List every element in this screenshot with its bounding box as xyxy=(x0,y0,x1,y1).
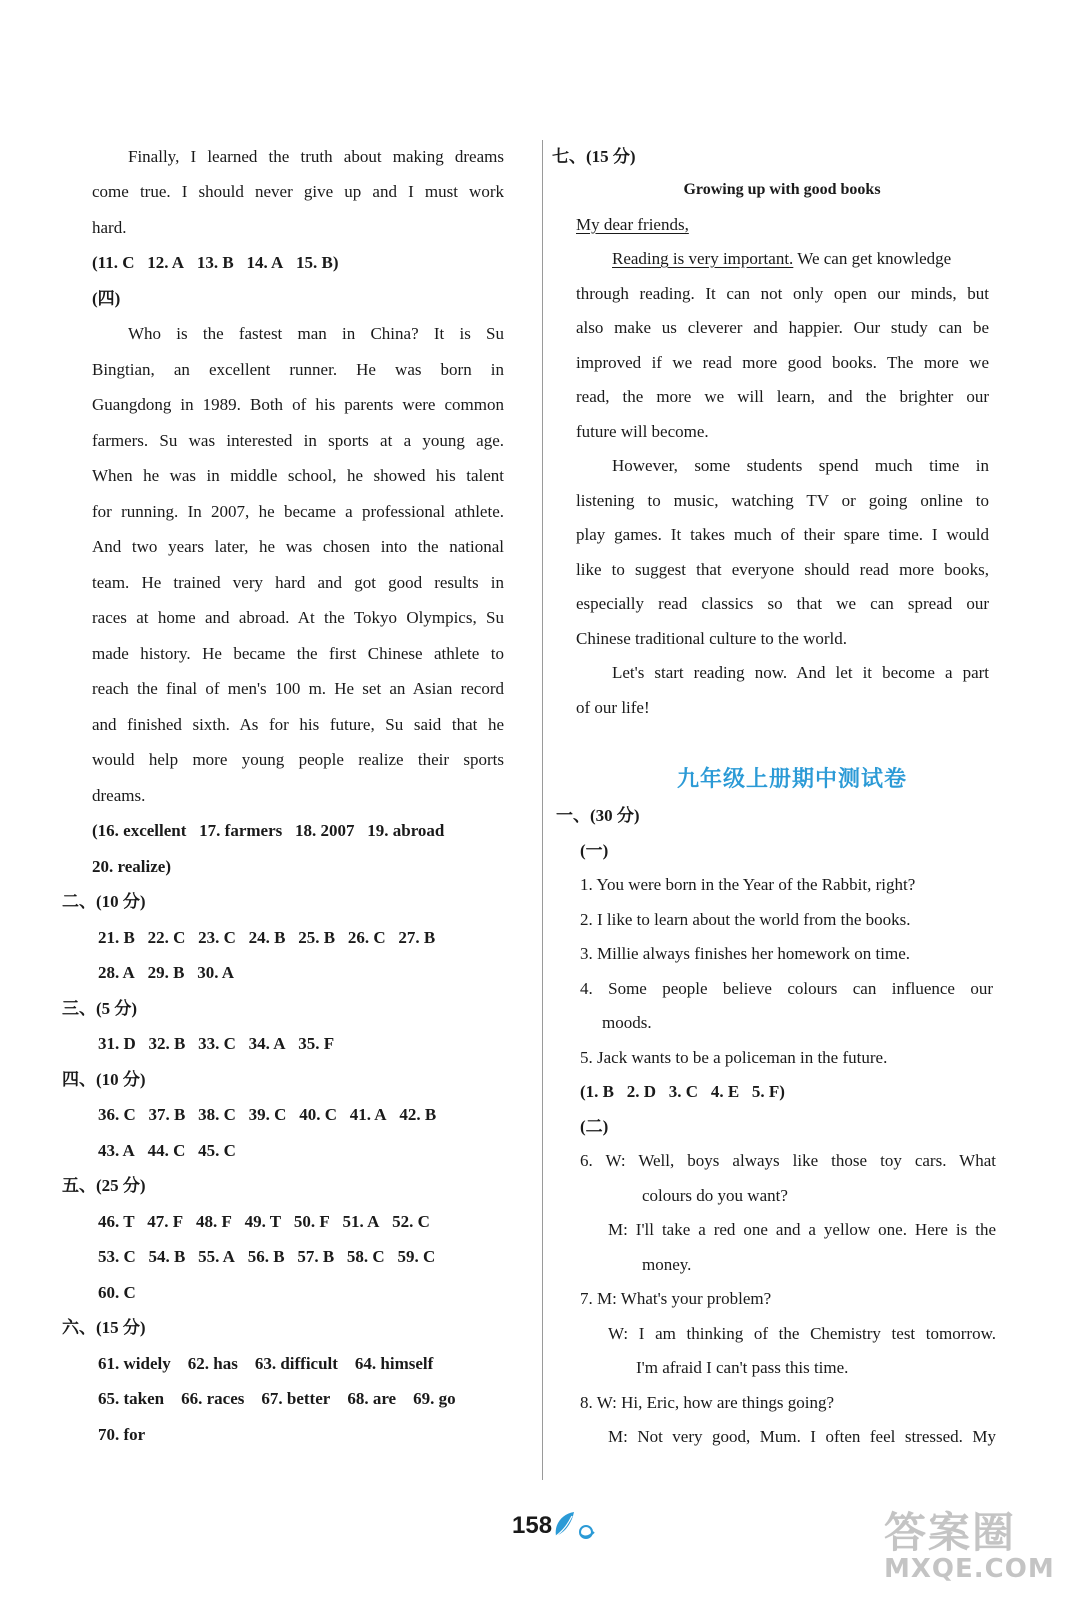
leaf-decoration-icon xyxy=(552,1510,598,1545)
section-6: 六、(15 分) xyxy=(62,1318,146,1337)
watermark xyxy=(884,1500,1055,1584)
sentence-4-cont: moods. xyxy=(602,1013,652,1032)
answers-31-35: 31. D 32. B 33. C 34. A 35. F xyxy=(98,1034,335,1053)
answers-65-69: 65. taken 66. races 67. better 68. are 69. go xyxy=(98,1389,456,1408)
para3-line-1: Let's start reading now. And let it become a part xyxy=(612,663,989,682)
answers-21-27: 21. B 22. C 23. C 24. B 25. B 26. C 27. B xyxy=(98,928,436,947)
para2-line-1: However, some students spend much time in xyxy=(612,456,989,475)
para1-line-3: also make us cleverer and happier. Our study can be xyxy=(576,318,989,337)
dialog-6-w: 6. W: Well, boys always like those toy cars. What xyxy=(580,1151,996,1170)
watermark-url: MXQE.COM xyxy=(884,1554,1055,1584)
essay-line-4: farmers. Su was interested in sports at a young age. xyxy=(92,431,504,450)
section-4: 四、(10 分) xyxy=(62,1070,146,1089)
para3-line-2: of our life! xyxy=(576,698,650,717)
essay-line-9: races at home and abroad. At the Tokyo Olympics, Su xyxy=(92,608,504,627)
subsection-2: (二) xyxy=(580,1117,609,1136)
essay-line-1: Who is the fastest man in China? It is Su xyxy=(128,324,504,343)
finally-line-3: hard. xyxy=(92,218,127,237)
section-3: 三、(5 分) xyxy=(62,999,138,1018)
dialog-7-w-cont: I'm afraid I can't pass this time. xyxy=(636,1358,849,1377)
para1-line-5: read, the more we will learn, and the brighter our xyxy=(576,387,989,406)
answers-28-30: 28. A 29. B 30. A xyxy=(98,963,235,982)
dialog-6-m-cont: money. xyxy=(642,1255,692,1274)
page-number: 158 xyxy=(512,1512,553,1539)
finally-line-1: Finally, I learned the truth about making dreams xyxy=(128,147,504,166)
para2-line-2: listening to music, watching TV or going online to xyxy=(576,491,989,510)
essay-line-2: Bingtian, an excellent runner. He was born in xyxy=(92,360,504,379)
midterm-section-title: 九年级上册期中测试卷 xyxy=(676,767,907,792)
dialog-8-w: 8. W: Hi, Eric, how are things going? xyxy=(580,1393,835,1412)
answers-46-52: 46. T 47. F 48. F 49. T 50. F 51. A 52. C xyxy=(98,1212,430,1231)
answers-20: 20. realize) xyxy=(92,857,171,876)
answers-61-64: 61. widely 62. has 63. difficult 64. himself xyxy=(98,1354,434,1373)
essay-line-11: reach the final of men's 100 m. He set an Asian record xyxy=(92,679,504,698)
para2-line-6: Chinese traditional culture to the world. xyxy=(576,629,847,648)
essay-line-7: And two years later, he was chosen into the national xyxy=(92,537,504,556)
dialog-7-m: 7. M: What's your problem? xyxy=(580,1289,772,1308)
section-7: 七、(15 分) xyxy=(552,147,636,166)
essay-line-6: for running. In 2007, he became a professional athlete. xyxy=(92,502,504,521)
essay-line-5: When he was in middle school, he showed his talent xyxy=(92,466,504,485)
para2-line-5: especially read classics so that we can spread our xyxy=(576,594,989,613)
answers-36-42: 36. C 37. B 38. C 39. C 40. C 41. A 42. B xyxy=(98,1105,437,1124)
answers-11-15: (11. C 12. A 13. B 14. A 15. B) xyxy=(92,253,339,272)
para2-line-4: like to suggest that everyone should read more books, xyxy=(576,560,989,579)
sentence-2: 2. I like to learn about the world from the books. xyxy=(580,910,911,929)
finally-line-2: come true. I should never give up and I must work xyxy=(92,182,504,201)
essay-title: Growing up with good books xyxy=(683,181,881,198)
answers-16-20: (16. excellent 17. farmers 18. 2007 19. abroad xyxy=(92,821,445,840)
para1-line-1: Reading is very important. We can get knowledge xyxy=(612,249,952,268)
para1-line-4: improved if we read more good books. The more we xyxy=(576,353,989,372)
section-2: 二、(10 分) xyxy=(62,892,146,911)
dialog-8-m: M: Not very good, Mum. I often feel stressed. My xyxy=(608,1427,996,1446)
sentence-1: 1. You were born in the Year of the Rabbit, right? xyxy=(580,875,916,894)
section-1: 一、(30 分) xyxy=(556,806,640,825)
sentence-5: 5. Jack wants to be a policeman in the future. xyxy=(580,1048,888,1067)
essay-line-10: made history. He became the first Chinese athlete to xyxy=(92,644,504,663)
essay-line-14: dreams. xyxy=(92,786,146,805)
answers-70: 70. for xyxy=(98,1425,146,1444)
greeting: My dear friends, xyxy=(576,215,689,234)
dialog-7-w: W: I am thinking of the Chemistry test tomorrow. xyxy=(608,1324,996,1343)
section-si: (四) xyxy=(92,289,121,308)
essay-line-8: team. He trained very hard and got good results in xyxy=(92,573,504,592)
dialog-6-m: M: I'll take a red one and a yellow one. Here is the xyxy=(608,1220,996,1239)
dialog-6-w-cont: colours do you want? xyxy=(642,1186,788,1205)
answers-53-59: 53. C 54. B 55. A 56. B 57. B 58. C 59. C xyxy=(98,1247,436,1266)
essay-line-3: Guangdong in 1989. Both of his parents were common xyxy=(92,395,504,414)
essay-line-13: would help more young people realize their sports xyxy=(92,750,504,769)
para1-line-6: future will become. xyxy=(576,422,709,441)
answers-60: 60. C xyxy=(98,1283,136,1302)
answers-43-45: 43. A 44. C 45. C xyxy=(98,1141,236,1160)
subsection-1: (一) xyxy=(580,841,609,860)
answers-1-5: (1. B 2. D 3. C 4. E 5. F) xyxy=(580,1082,785,1101)
section-5: 五、(25 分) xyxy=(62,1176,146,1195)
watermark-text: 答案圈 xyxy=(884,1508,1017,1557)
para1-line-2: through reading. It can not only open our minds, but xyxy=(576,284,989,303)
essay-line-12: and finished sixth. As for his future, Su said that he xyxy=(92,715,504,734)
column-divider xyxy=(542,140,543,1480)
para2-line-3: play games. It takes much of their spare time. I would xyxy=(576,525,989,544)
sentence-3: 3. Millie always finishes her homework on time. xyxy=(580,944,911,963)
sentence-4: 4. Some people believe colours can influence our xyxy=(580,979,993,998)
